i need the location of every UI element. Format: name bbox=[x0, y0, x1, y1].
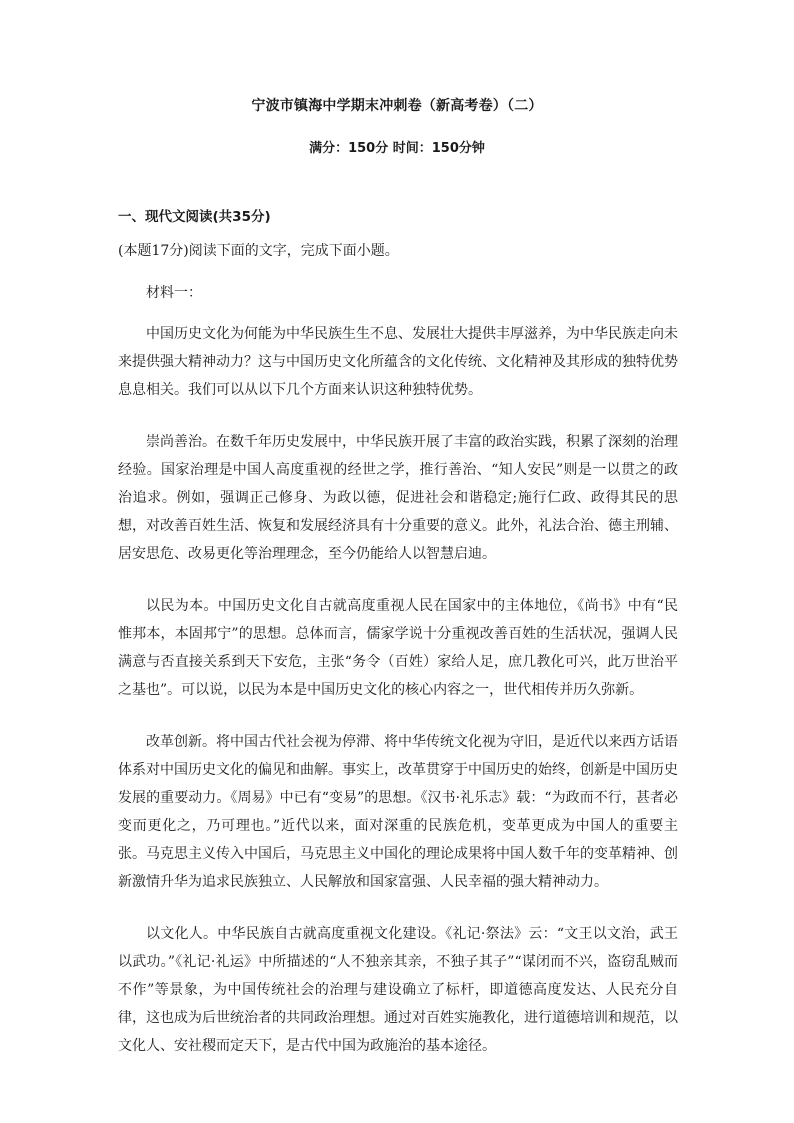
question-instruction: (本题17分)阅读下面的文字，完成下面小题。 bbox=[118, 243, 399, 259]
passage-paragraph: 改革创新。将中国古代社会视为停滞、将中华传统文化视为守旧，是近代以来西方话语体系对中国历史文化的偏见和曲解。事实上，改革贯穿于中国历史的始终，创新是中国历史发展的重要动力。《周易》中已有“变易”的思想。《汉书·礼乐志》载：“为政而不行，甚者必变而更化之，乃可理也。”近代以来，面对深重的民族危机，变革更成为中国人的重要主张。马克思主义传入中国后，马克思主义中国化的理论成果将中国人数千年的变革精神、创新激情升华为追求民族独立、人民解放和国家富强、人民幸福的强大精神动力。 bbox=[118, 734, 678, 890]
exam-score-time: 满分：150分 时间：150分钟 bbox=[309, 141, 485, 156]
passage-paragraph: 中国历史文化为何能为中华民族生生不息、发展壮大提供丰厚滋养，为中华民族走向未来提供强大精神动力？这与中国历史文化所蕴含的文化传统、文化精神及其形成的独特优势息息相关。我们可以从以下几个方面来认识这种独特优势。 bbox=[118, 326, 678, 398]
exam-title: 宁波市镇海中学期末冲刺卷（新高考卷）（二） bbox=[251, 98, 543, 114]
passage-paragraph: 以文化人。中华民族自古就高度重视文化建设。《礼记·祭法》云：“文王以文治，武王以武功。”《礼记·礼运》中所描述的“人不独亲其亲，不独子其子”“谋闭而不兴，盗窃乱贼而不作”等景象，为中国传统社会的治理与建设确立了标杆，即道德高度发达、人民充分自律，这也成为后世统治者的共同政治理想。通过对百姓实施教化，进行道德培训和规范，以文化人、安社稷而定天下，是古代中国为政施治的基本途径。 bbox=[118, 926, 678, 1054]
reading-passage bbox=[118, 320, 678, 1084]
section-heading: 一、现代文阅读(共35分) bbox=[118, 209, 271, 225]
passage-paragraph: 以民为本。中国历史文化自古就高度重视人民在国家中的主体地位，《尚书》中有“民惟邦本，本固邦宁”的思想。总体而言，儒家学说十分重视改善百姓的生活状况，强调人民满意与否直接关系到天下安危，主张“务令（百姓）家给人足，庶几教化可兴，此万世治平之基也”。可以说，以民为本是中国历史文化的核心内容之一，世代相传并历久弥新。 bbox=[118, 598, 678, 698]
material-label: 材料一： bbox=[146, 285, 202, 301]
passage-paragraph: 崇尚善治。在数千年历史发展中，中华民族开展了丰富的政治实践，积累了深刻的治理经验。国家治理是中国人高度重视的经世之学，推行善治、“知人安民”则是一以贯之的政治追求。例如，强调正己修身、为政以德，促进社会和谐稳定;施行仁政、政得其民的思想，对改善百姓生活、恢复和发展经济具有十分重要的意义。此外，礼法合治、德主刑辅、居安思危、改易更化等治理理念，至今仍能给人以智慧启迪。 bbox=[118, 434, 678, 562]
